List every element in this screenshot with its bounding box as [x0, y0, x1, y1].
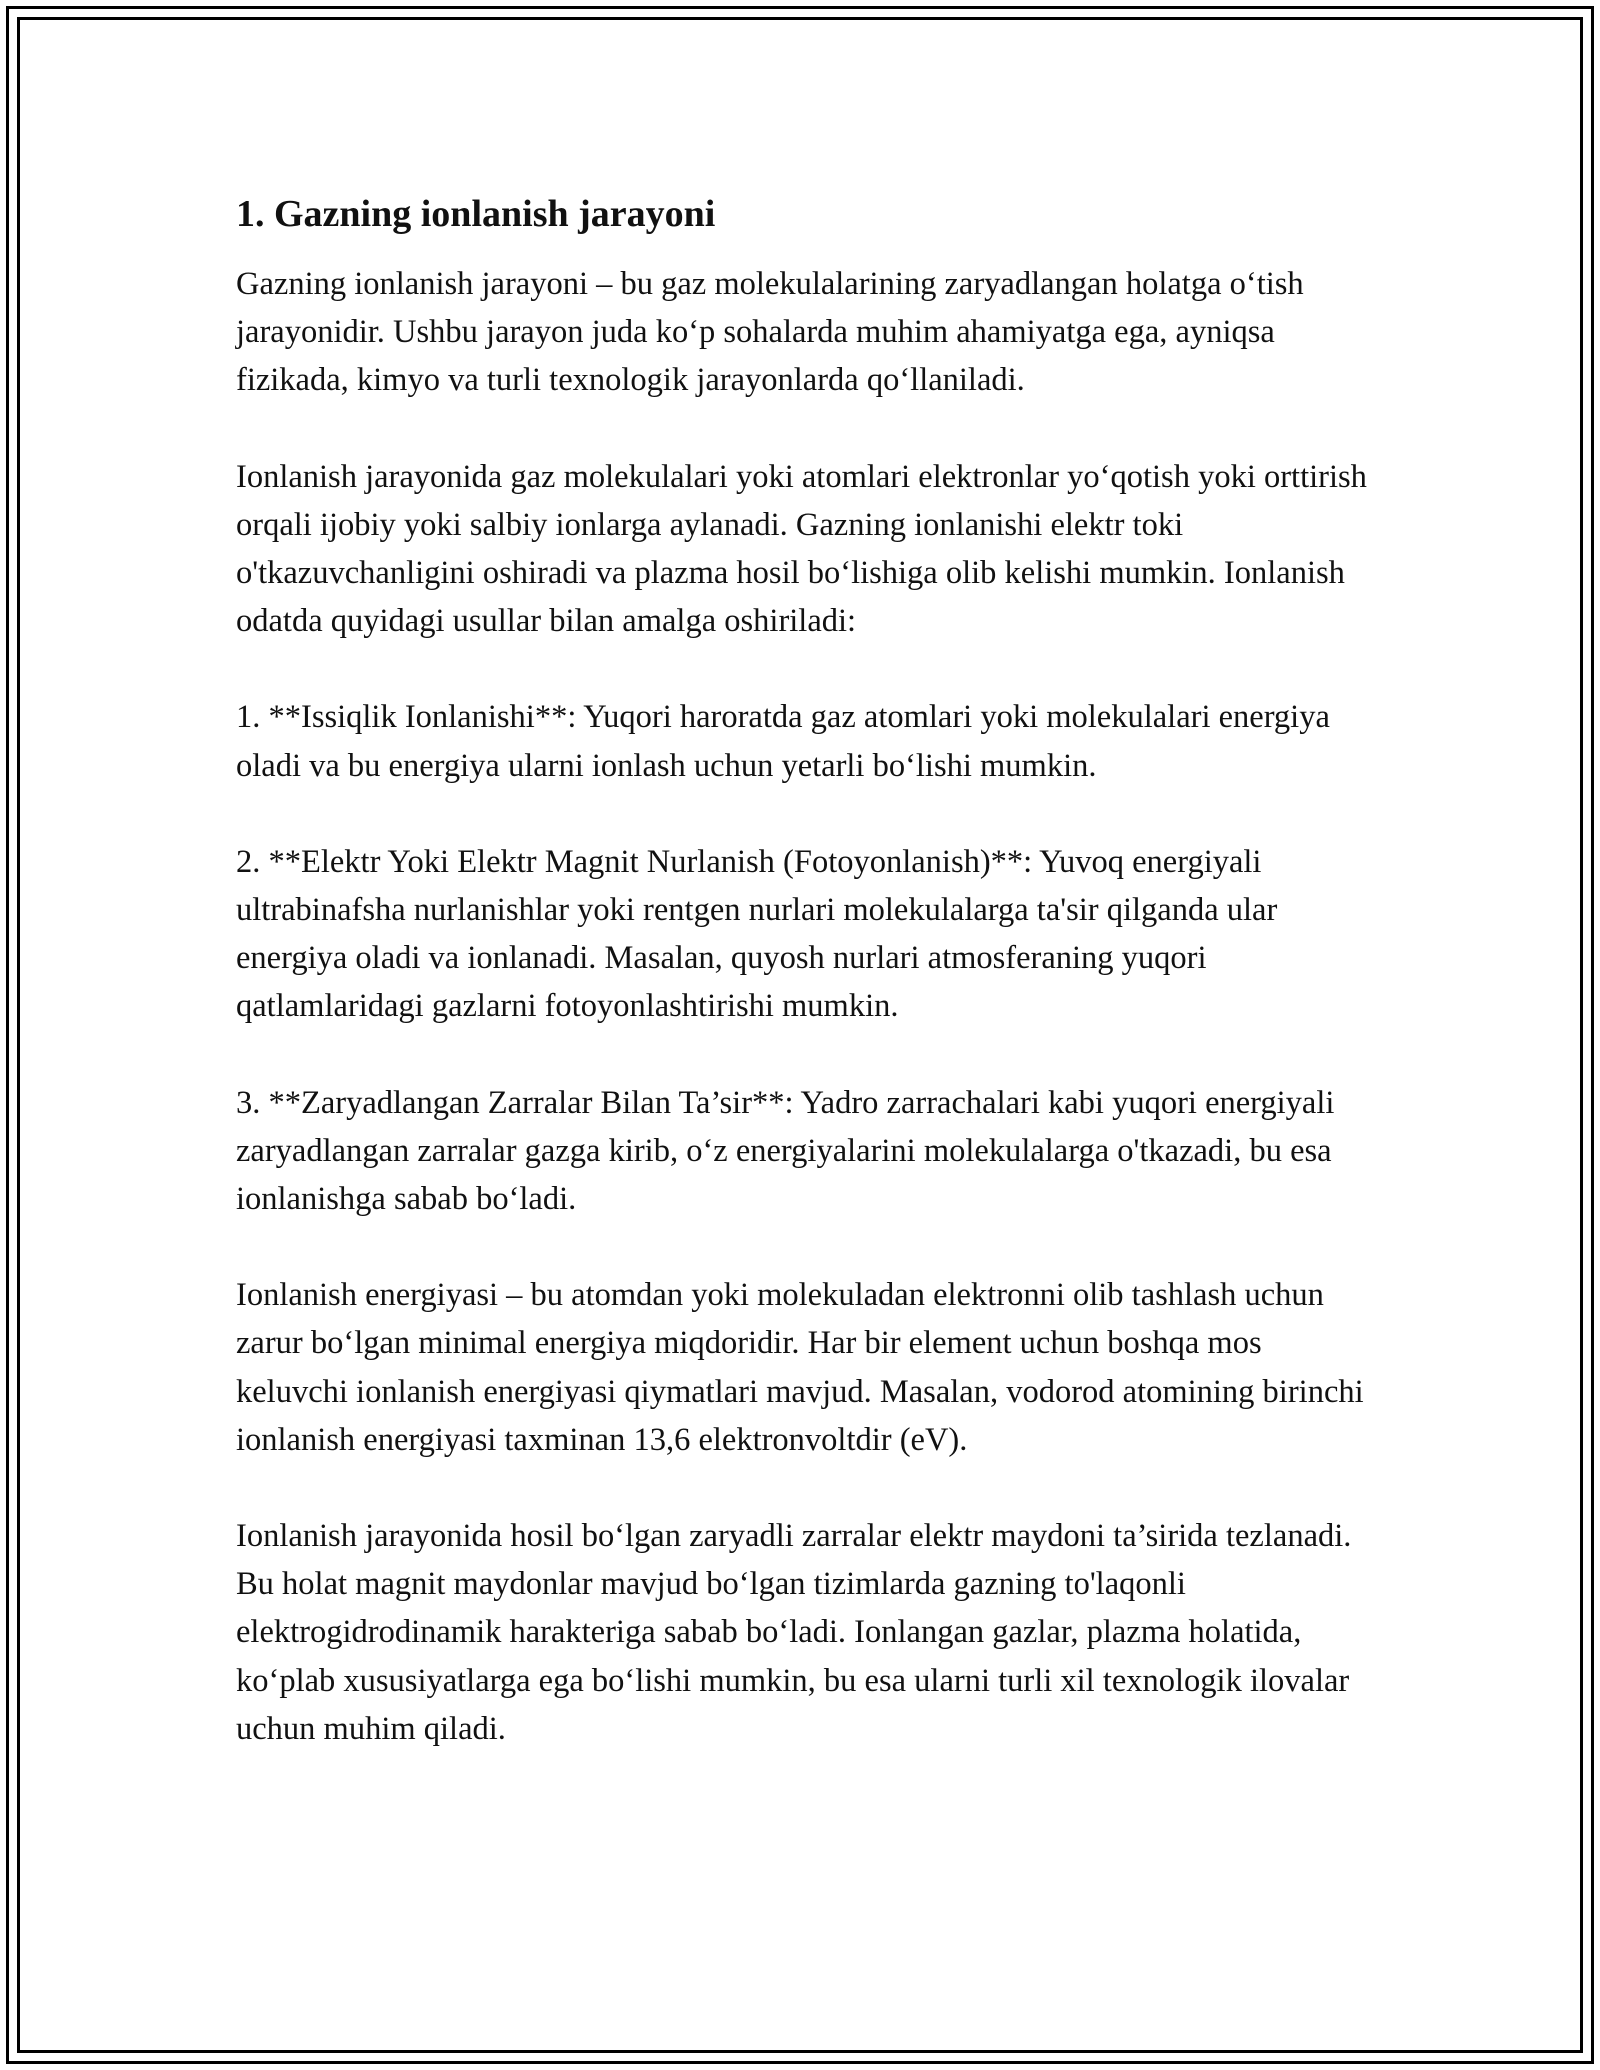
document-body	[236, 186, 1376, 1801]
paragraph-ionization-process: Ionlanish jarayonida gaz molekulalari yoki atomlari elektronlar yo‘qotish yoki orttirish orqali ijobiy yoki salbiy ionlarga aylanadi. Gazning ionlanishi elektr toki o'tkazuvchanligini oshiradi va plazma hosil bo‘lishiga olib kelishi mumkin. Ionlanish odatda quyidagi usullar bilan amalga oshiriladi:	[236, 458, 1367, 640]
paragraph-plasma: Ionlanish jarayonida hosil bo‘lgan zaryadli zarralar elektr maydoni ta’sirida tezlanadi. Bu holat magnit maydonlar mavjud bo‘lgan tizimlarda gazning to'laqonli elektrogidrodinamik harakteriga sabab bo‘ladi. Ionlangan gazlar, plazma holatida, ko‘plab xususiyatlarga ega bo‘lishi mumkin, bu esa ularni turli xil texnologik ilovalar uchun muhim qiladi.	[236, 1518, 1352, 1747]
list-item-charged-particles: 3. **Zaryadlangan Zarralar Bilan Ta’sir**: Yadro zarrachalari kabi yuqori energiyali zaryadlangan zarralar gazga kirib, o‘z energiyalarini molekulalarga o'tkazadi, bu esa ionlanishga sabab bo‘ladi.	[236, 1084, 1335, 1218]
paragraph-ionization-energy: Ionlanish energiyasi – bu atomdan yoki molekuladan elektronni olib tashlash uchun zarur bo‘lgan minimal energiya miqdoridir. Har bir element uchun boshqa mos keluvchi ionlanish energiyasi qiymatlari mavjud. Masalan, vodorod atomining birinchi ionlanish energiyasi taxminan 13,6 elektronvoltdir (eV).	[236, 1277, 1364, 1458]
section-heading: 1. Gazning ionlanish jarayoni	[236, 193, 716, 235]
list-item-thermal-ionization: 1. **Issiqlik Ionlanishi**: Yuqori haroratda gaz atomlari yoki molekulalari energiya oladi va bu energiya ularni ionlash uchun yetarli bo‘lishi mumkin.	[236, 699, 1330, 784]
list-item-photoionization: 2. **Elektr Yoki Elektr Magnit Nurlanish (Fotoyonlanish)**: Yuvoq energiyali ultrabinafsha nurlanishlar yoki rentgen nurlari molekulalarga ta'sir qilganda ular energiya oladi va ionlanadi. Masalan, quyosh nurlari atmosferaning yuqori qatlamlaridagi gazlarni fotoyonlashtirishi mumkin.	[236, 843, 1278, 1025]
paragraph-intro: Gazning ionlanish jarayoni – bu gaz molekulalarining zaryadlangan holatga o‘tish jarayonidir. Ushbu jarayon juda ko‘p sohalarda muhim ahamiyatga ega, ayniqsa fizikada, kimyo va turli texnologik jarayonlarda qo‘llaniladi.	[236, 266, 1304, 399]
